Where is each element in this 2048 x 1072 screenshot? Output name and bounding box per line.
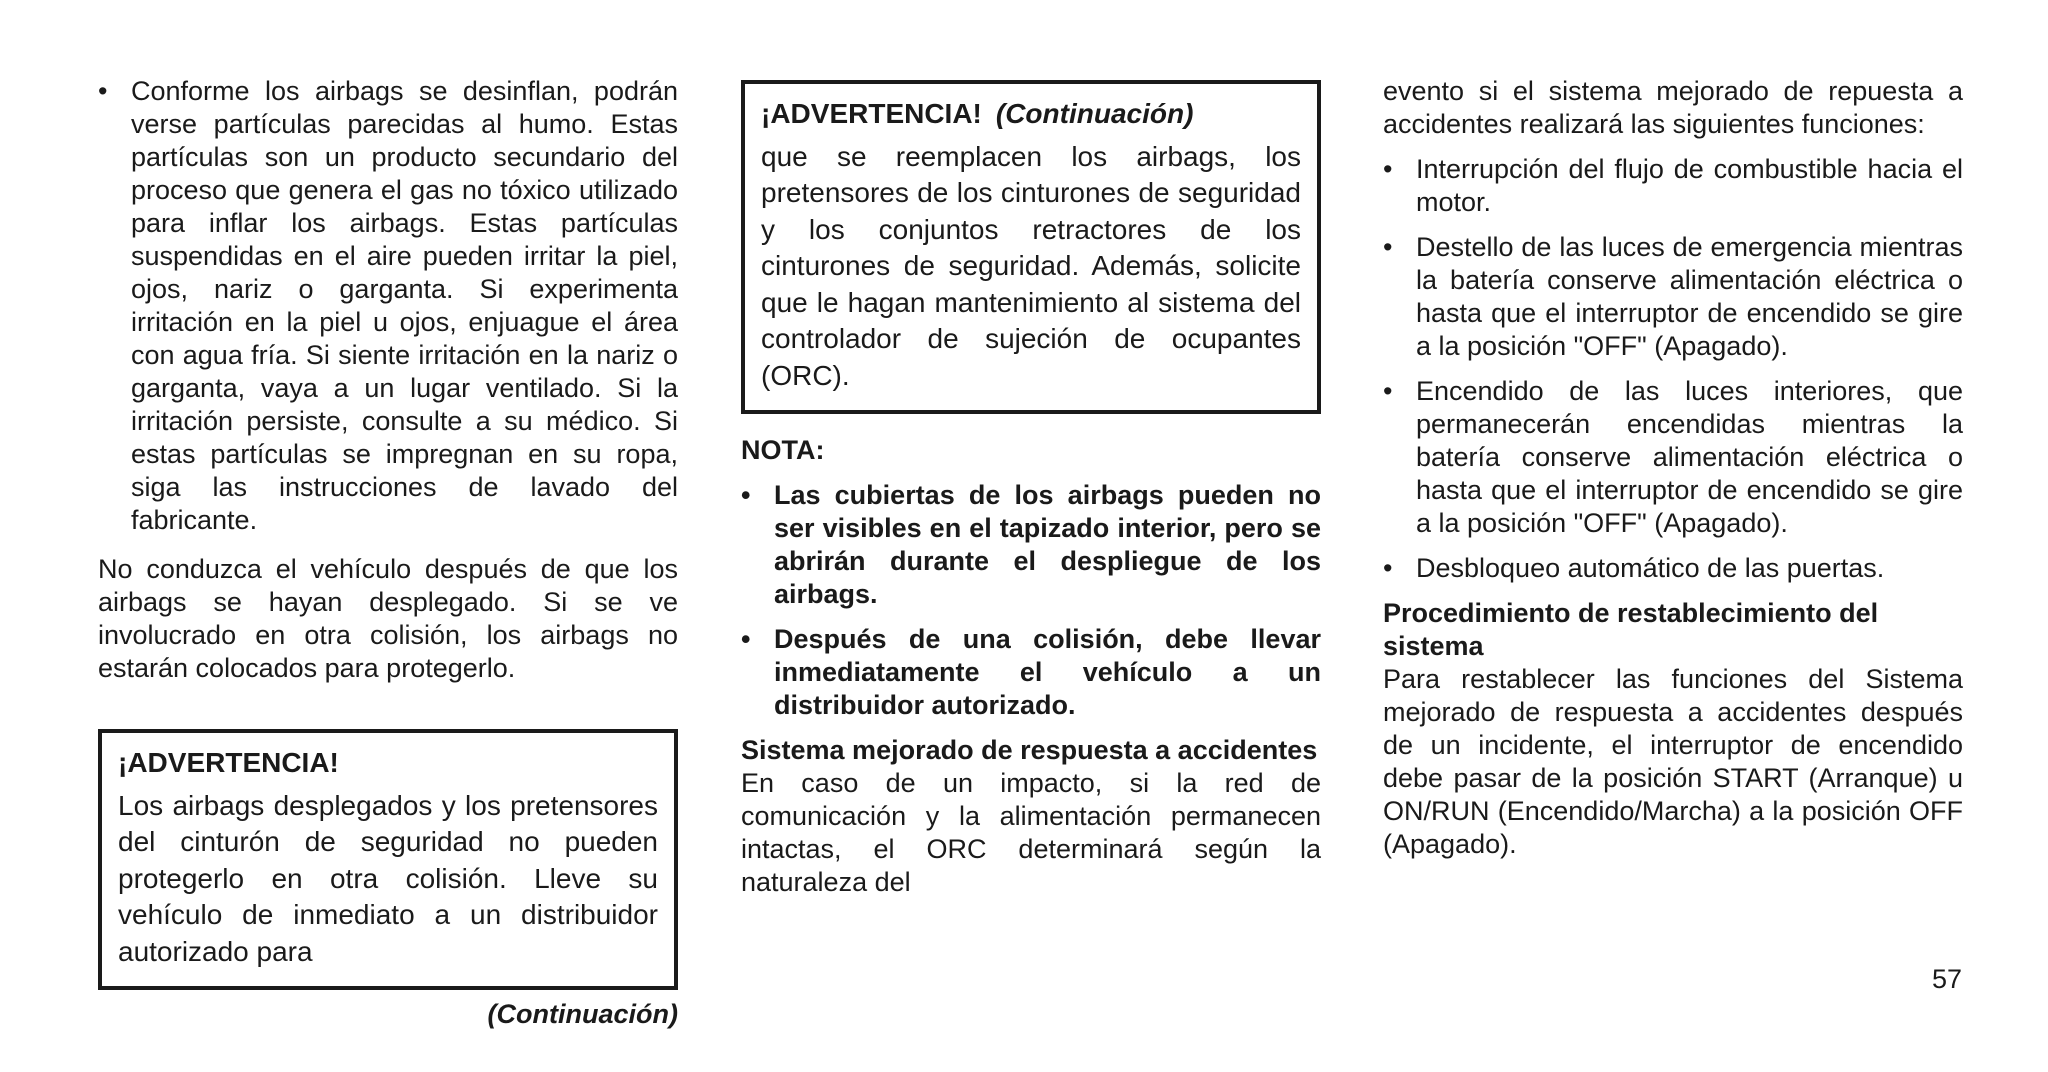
intro-text: evento si el sistema mejorado de repuesta a accidentes realizará las siguientes funciones: (1383, 76, 1963, 139)
middle-column (741, 80, 1321, 899)
list-item: • Interrupción del flujo de combustible hacia el motor. (1383, 153, 1963, 219)
warning-box-continued (741, 80, 1321, 414)
list-item: • Desbloqueo automático de las puertas. (1383, 552, 1963, 585)
note-list (741, 479, 1321, 722)
warning-box (98, 729, 678, 990)
warning-title (761, 96, 1301, 133)
list-item: • Encendido de las luces interiores, que permanecerán encendidas mientras la batería conserve alimentación eléctrica o hasta que el interruptor de encendido se gire a la posición "OFF" (Apagado). (1383, 375, 1963, 540)
no-driving-paragraph: No conduzca el vehículo después de que los airbags se hayan desplegado. Si se ve involucrado en otra colisión, los airbags no estarán colocados para protegerlo. (98, 554, 678, 683)
note-item: • Las cubiertas de los airbags pueden no ser visibles en el tapizado interior, pero se abrirán durante el despliegue de los airbags. (741, 479, 1321, 611)
page-number: 57 (1931, 964, 1962, 994)
reset-text: Para restablecer las funciones del Sistema mejorado de respuesta a accidentes después de un incidente, el interruptor de encendido debe pasar de la posición START (Arranque) u ON/RUN (Encendido/Marcha) a la posición OFF (Apagado). (1383, 664, 1963, 859)
functions-list (1383, 153, 1963, 585)
warning-continued-label: (Continuación) (995, 98, 1194, 129)
left-column (98, 75, 678, 1031)
list-item: • Conforme los airbags se desinflan, podrán verse partículas parecidas al humo. Estas partículas son un producto secundario del proceso que genera el gas no tóxico utilizado para inflar los airbags. Estas partículas suspendidas en el aire pueden irritar la piel, ojos, nariz o garganta. Si experimenta irritación en la piel u ojos, enjuague el área con agua fría. Si siente irritación en la nariz o garganta, vaya a un lugar ventilado. Si la irritación persiste, consulte a su médico. Si estas partículas se impregnan en su ropa, siga las instrucciones de lavado del fabricante. (98, 75, 678, 537)
warning-title: ¡ADVERTENCIA! (118, 747, 339, 778)
reset-heading: Procedimiento de restablecimiento del sistema (1383, 598, 1879, 661)
section-text: En caso de un impacto, si la red de comunicación y la alimentación permanecen intactas, el ORC determinará según la naturaleza del (741, 768, 1321, 897)
note-item: • Después de una colisión, debe llevar inmediatamente el vehículo a un distribuidor autorizado. (741, 623, 1321, 722)
warning-title-text: ¡ADVERTENCIA! (761, 98, 982, 129)
right-column (1383, 75, 1963, 861)
note-label: NOTA: (741, 435, 825, 465)
warning-body: Los airbags desplegados y los pretensores del cinturón de seguridad no pueden protegerlo en otra colisión. Lleve su vehículo de inmediato a un distribuidor autorizado para (118, 789, 658, 967)
warning-body: que se reemplacen los airbags, los pretensores de los cinturones de seguridad y los conjuntos retractores de los cinturones de seguridad. Además, solicite que le hagan mantenimiento al sistema del controlador de sujeción de ocupantes (ORC). (761, 140, 1301, 391)
list-item: • Destello de las luces de emergencia mientras la batería conserve alimentación eléctrica o hasta que el interruptor de encendido se gire a la posición "OFF" (Apagado). (1383, 231, 1963, 363)
airbag-smoke-list (98, 75, 678, 537)
section-heading: Sistema mejorado de respuesta a accidentes (741, 735, 1318, 765)
continued-label: (Continuación) (487, 999, 678, 1029)
